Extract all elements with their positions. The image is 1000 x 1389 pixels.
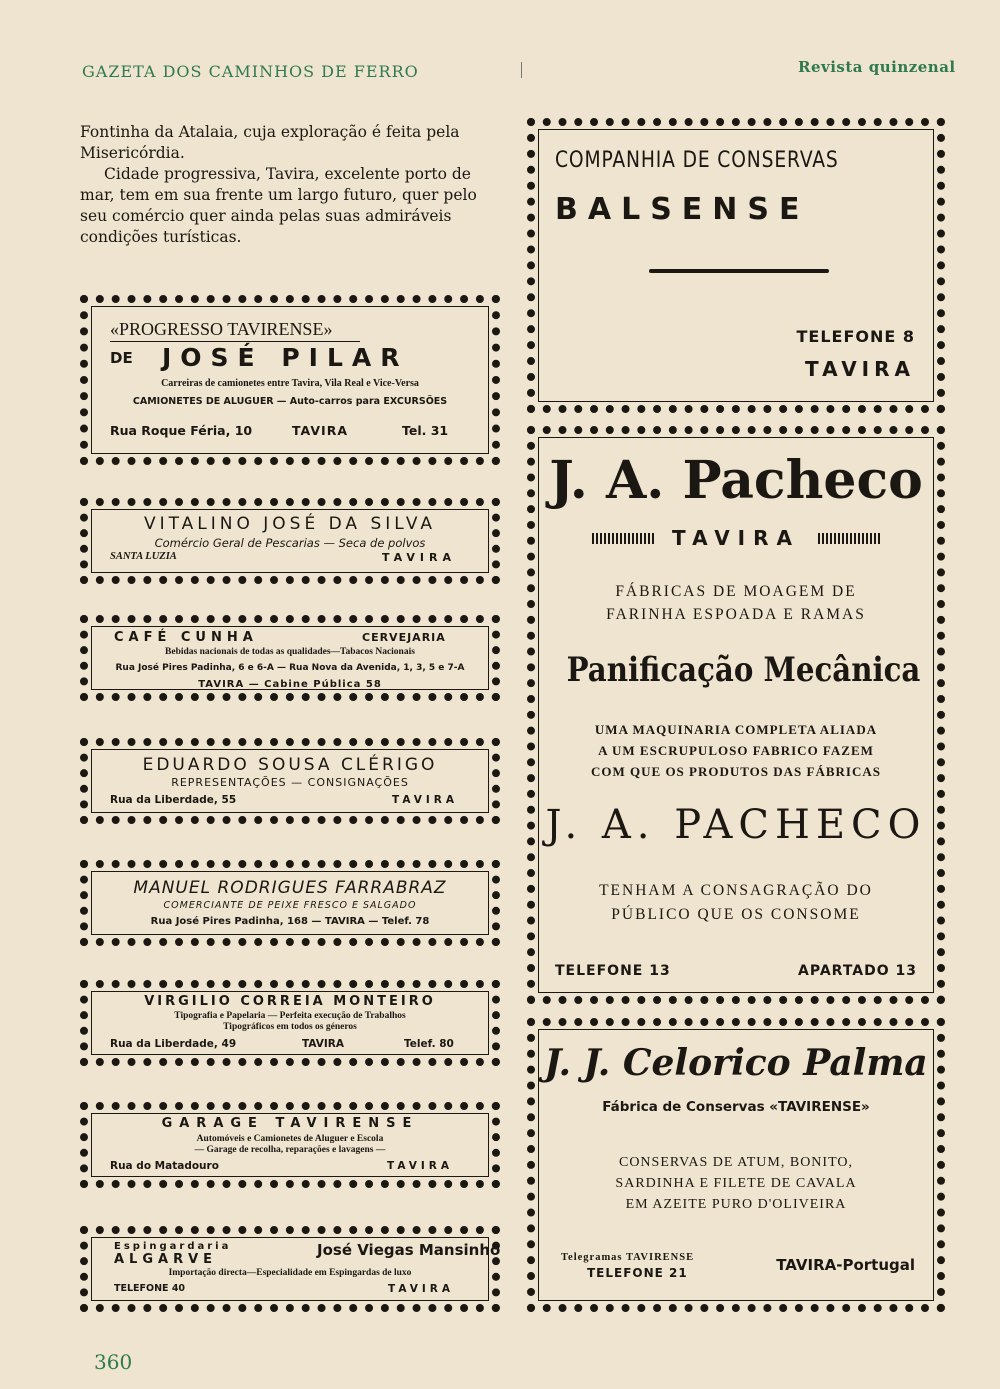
- ad-address: Rua do Matadouro: [110, 1160, 219, 1172]
- ad-line1: Bebidas nacionais de todas as qualidades—Tabacos Nacionais: [165, 647, 415, 657]
- ad-name: CAFÉ CUNHA: [114, 630, 258, 645]
- ad-ja-pacheco: [527, 426, 945, 1004]
- ad-name: J. J. Celorico Palma: [544, 1042, 928, 1084]
- ad-desc: COMERCIANTE DE PEIXE FRESCO E SALGADO: [163, 900, 417, 911]
- ad-tel: TELEFONE 21: [587, 1266, 688, 1280]
- ad-city: TAVIRA: [671, 526, 800, 550]
- ad-line1: Automóveis e Camionetes de Aluguer e Escola: [196, 1134, 384, 1144]
- decor-bar-right: [818, 533, 880, 544]
- intro-paragraph-2: Cidade progressiva, Tavira, excelente porto de mar, tem em sua frente um largo futuro, quer pelo seu comércio quer ainda pelas suas admiráveis condições turísticas.: [80, 165, 477, 246]
- ad-p3: COM QUE OS PRODUTOS DAS FÁBRICAS: [591, 764, 881, 779]
- ad-eduardo-sousa-clerigo: [80, 738, 500, 824]
- ad-line1: COMPANHIA DE CONSERVAS: [555, 148, 839, 173]
- ad-line1: Tipografia e Papelaria — Perfeita execução de Trabalhos: [174, 1011, 406, 1021]
- ad-city: TAVIRA-Portugal: [776, 1256, 915, 1274]
- ad-owner: José Viegas Mansinho: [317, 1241, 501, 1259]
- ad-name: VITALINO JOSÉ DA SILVA: [143, 514, 437, 534]
- ad-right: CERVEJARIA: [362, 631, 446, 644]
- header-divider: [521, 62, 522, 78]
- ad-c3: EM AZEITE PURO D'OLIVEIRA: [625, 1197, 847, 1212]
- ad-city: TAVIRA: [387, 1160, 454, 1172]
- ad-city-row: [539, 526, 933, 550]
- ad-line1: Importação directa—Especialidade em Espingardas de luxo: [168, 1268, 412, 1278]
- ad-tel: Tel. 31: [402, 423, 449, 438]
- ad-tel: TELEFONE 8: [796, 327, 915, 346]
- ad-fab1: FÁBRICAS DE MOAGEM DE: [615, 583, 857, 600]
- ad-virgilio-correia-monteiro: [80, 980, 500, 1066]
- ad-line2: Tipográficos em todos os géneros: [223, 1022, 357, 1032]
- ad-apartado: APARTADO 13: [798, 963, 917, 979]
- ad-name: BALSENSE: [555, 192, 810, 227]
- ad-name: ALGARVE: [114, 1252, 218, 1267]
- ad-name: JOSÉ PILAR: [162, 343, 409, 372]
- ad-garage-tavirense: [80, 1102, 500, 1188]
- ad-companhia-balsense: [527, 118, 945, 413]
- ad-desc: Comércio Geral de Pescarias — Seca de polvos: [154, 536, 426, 550]
- ad-left: SANTA LUZIA: [110, 551, 177, 562]
- ad-vitalino: [80, 498, 500, 584]
- ad-telegramas: Telegramas TAVIRENSE: [561, 1252, 695, 1263]
- ad-c1: TENHAM A CONSAGRAÇÃO DO: [599, 882, 873, 899]
- ad-line3: TAVIRA — Cabine Pública 58: [198, 679, 382, 690]
- ad-tel: TELEFONE 13: [555, 963, 671, 979]
- ad-c1: CONSERVAS DE ATUM, BONITO,: [618, 1155, 853, 1170]
- ad-cafe-cunha: [80, 615, 500, 701]
- ad-name2: J. A. PACHECO: [545, 802, 927, 848]
- ad-de: DE: [110, 349, 133, 367]
- ad-manuel-farrabraz: [80, 860, 500, 946]
- ad-city: TAVIRA: [392, 794, 459, 806]
- ad-progresso-tavirense: [80, 295, 500, 465]
- ad-line2: — Garage de recolha, reparações e lavagens —: [194, 1145, 386, 1155]
- ad-city: TAVIRA: [804, 357, 915, 381]
- page-number: 360: [94, 1350, 133, 1374]
- ad-ornament-rule: [649, 269, 829, 273]
- ad-city: TAVIRA: [292, 423, 349, 438]
- journal-subtitle: Revista quinzenal: [798, 58, 956, 76]
- journal-title: GAZETA DOS CAMINHOS DE FERRO: [82, 62, 419, 81]
- ad-address: Rua da Liberdade, 55: [110, 794, 237, 806]
- ad-name: J. A. Pacheco: [549, 450, 923, 511]
- ad-address: Rua Roque Féria, 10: [110, 423, 253, 438]
- ad-line2: Rua José Pires Padinha, 6 e 6-A — Rua Nova da Avenida, 1, 3, 5 e 7-A: [115, 663, 465, 673]
- ad-line1: Carreiras de camionetes entre Tavira, Vila Real e Vice-Versa: [161, 378, 419, 389]
- ad-p2: A UM ESCRUPULOSO FABRICO FAZEM: [598, 743, 874, 758]
- ad-desc: REPRESENTAÇÕES — CONSIGNAÇÕES: [171, 776, 409, 789]
- ad-name: MANUEL RODRIGUES FARRABRAZ: [133, 878, 447, 898]
- ad-name: VIRGILIO CORREIA MONTEIRO: [144, 994, 436, 1009]
- decor-bar-left: [592, 533, 654, 544]
- ad-name: EDUARDO SOUSA CLÉRIGO: [142, 755, 438, 775]
- ad-c2: SARDINHA E FILETE DE CAVALA: [615, 1176, 857, 1191]
- ad-top: Espingardaria: [114, 1241, 232, 1252]
- ad-c2: PÚBLICO QUE OS CONSOME: [611, 906, 861, 923]
- ad-address: Rua José Pires Padinha, 168 — TAVIRA — Telef. 78: [150, 916, 430, 927]
- ad-city: TAVIRA: [382, 551, 457, 564]
- ad-name: GARAGE TAVIRENSE: [161, 1116, 419, 1131]
- intro-text: [80, 122, 500, 248]
- ad-tel: TELEFONE 40: [114, 1283, 186, 1294]
- ad-espingardaria-algarve: [80, 1226, 500, 1312]
- ad-sub: Fábrica de Conservas «TAVIRENSE»: [602, 1099, 870, 1115]
- ad-city: TAVIRA: [388, 1283, 455, 1295]
- ad-address: Rua da Liberdade, 49: [110, 1038, 237, 1050]
- ad-fab2: FARINHA ESPOADA E RAMAS: [606, 606, 866, 623]
- ad-city: TAVIRA: [302, 1038, 345, 1050]
- ad-tel: Telef. 80: [404, 1038, 454, 1050]
- ad-line2: CAMIONETES DE ALUGUER — Auto-carros para EXCURSÕES: [132, 396, 448, 407]
- intro-paragraph-1: Fontinha da Atalaia, cuja exploração é feita pela Misericórdia.: [80, 123, 460, 162]
- ad-p1: UMA MAQUINARIA COMPLETA ALIADA: [594, 722, 878, 737]
- ad-panificacao: Panificação Mecânica: [566, 650, 921, 690]
- ad-title: «PROGRESSO TAVIRENSE»: [110, 319, 333, 339]
- ad-celorico-palma: [527, 1018, 945, 1312]
